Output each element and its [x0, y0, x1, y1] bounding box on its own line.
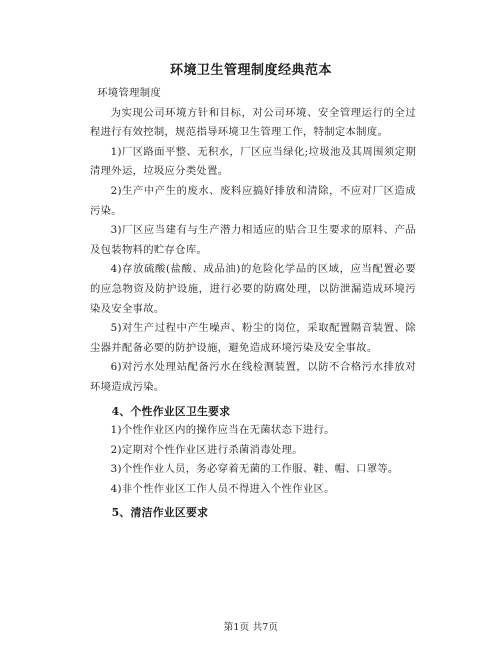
env-item-6: 6)对污水处理站配备污水在线检测装置，以防不合格污水排放对环境造成污染。 [90, 361, 416, 393]
env-item-4: 4)存放硫酸(盐酸、成品油)的危险化学品的区域，应当配置必要的应急物资及防护设施，进行必要的防腐处理，以防泄漏造成环境污染及安全事故。 [90, 263, 416, 315]
section-4-item-1: 1)个性作业区内的操作应当在无菌状态下进行。 [110, 424, 335, 437]
env-item-3: 3)厂区应当建有与生产潜力相适应的贴合卫生要求的原料、产品及包装物料的贮存仓库。 [90, 224, 416, 256]
section-4-item-4: 4)非个性作业区工作人员不得进入个性作业区。 [110, 482, 335, 495]
intro-paragraph: 为实现公司环境方针和目标，对公司环境、安全管理运行的全过程进行有效控制，规范指导环境卫生管理工作，特制定本制度。 [90, 106, 416, 139]
section-4-item-3: 3)个性作业人员，务必穿着无菌的工作服、鞋、帽、口罩等。 [110, 463, 399, 476]
env-item-5: 5)对生产过程中产生噪声、粉尘的岗位，采取配置隔音装置、除尘器并配备必要的防护设施，避免造成环境污染及安全事故。 [90, 322, 416, 354]
section-label: 环境管理制度 [97, 87, 162, 99]
env-item-2: 2)生产中产生的废水、废料应搞好排放和清除，不应对厂区造成污染。 [90, 184, 416, 217]
page-number-footer: 第1页 共7页 [223, 622, 279, 633]
document-body [90, 84, 416, 523]
env-item-1: 1)厂区路面平整、无积水，厂区应当绿化;垃圾池及其周围须定期清理外运，垃圾应分类处置。 [90, 145, 416, 178]
section-4-item-2: 2)定期对个性作业区进行杀菌消毒处理。 [110, 443, 303, 456]
document-title: 环境卫生管理制度经典范本 [169, 63, 332, 78]
section-5-heading: 5、清洁作业区要求 [111, 506, 209, 520]
section-4-heading: 4、个性作业区卫生要求 [111, 404, 231, 418]
